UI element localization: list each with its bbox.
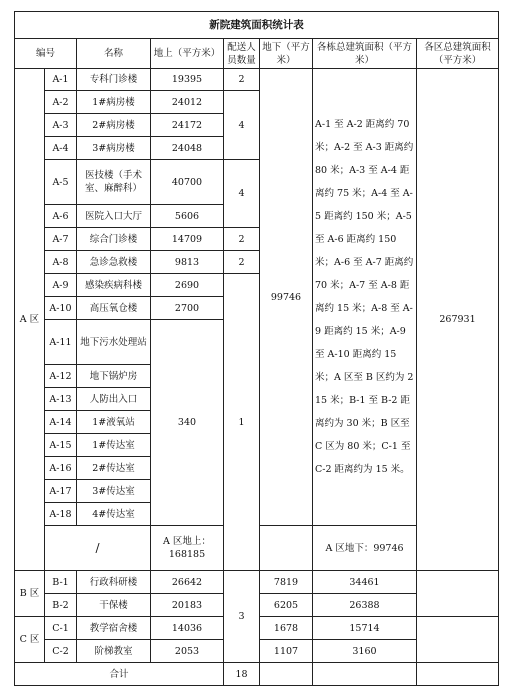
total-label: 合计 — [15, 663, 224, 686]
header-id: 编号 — [15, 39, 77, 69]
row-name: 2#病房楼 — [77, 114, 151, 137]
row-id: A-10 — [45, 297, 77, 320]
row-name: 3#传达室 — [77, 480, 151, 503]
b-zone-total — [417, 571, 499, 617]
row-name: 教学宿舍楼 — [77, 617, 151, 640]
row-building-total: 34461 — [313, 571, 417, 594]
row-name: 人防出入口 — [77, 388, 151, 411]
row-above: 2700 — [151, 297, 224, 320]
row-id: A-6 — [45, 205, 77, 228]
row-id: A-18 — [45, 503, 77, 526]
row-id: A-9 — [45, 274, 77, 297]
row-name: 地下锅炉房 — [77, 365, 151, 388]
row-id: A-1 — [45, 69, 77, 91]
row-above: 24048 — [151, 137, 224, 160]
row-staff: 4 — [224, 160, 260, 228]
header-above: 地上（平方米） — [151, 39, 224, 69]
total-row — [15, 663, 499, 686]
row-building-total: 15714 — [313, 617, 417, 640]
row-name: 2#传达室 — [77, 457, 151, 480]
row-above: 14709 — [151, 228, 224, 251]
header-name: 名称 — [77, 39, 151, 69]
row-name: 急诊急救楼 — [77, 251, 151, 274]
row-above: 9813 — [151, 251, 224, 274]
row-id: A-16 — [45, 457, 77, 480]
row-name: 医院入口大厅 — [77, 205, 151, 228]
building-area-table — [14, 11, 499, 686]
row-id: A-8 — [45, 251, 77, 274]
row-id: A-2 — [45, 91, 77, 114]
row-id: A-5 — [45, 160, 77, 205]
row-name: 3#病房楼 — [77, 137, 151, 160]
row-name: 1#病房楼 — [77, 91, 151, 114]
row-name: 专科门诊楼 — [77, 69, 151, 91]
a-distance-text: A-1 至 A-2 距离约 70 米；A-2 至 A-3 距离约 80 米；A-3 至 A-4 距离约 75 米；A-4 至 A-5 距离约 150 米；A-5 至 A-6 距离约 150 米；A-6 至 A-7 距离约 70 米；A-7 至 A-8 距离约 15 米；A-8 至 A-9 距离约 15 米；A-9 至 A-10 距离约 15 米；A 区至 B 区约为 215 米；B-1 至 B-2 距离约为 30 米；B 区至 C 区为 80 米；C-1 至 C-2 距离约为 15 米。 — [313, 69, 417, 526]
row-id: B-1 — [45, 571, 77, 594]
header-zone-total: 各区总建筑面积（平方米） — [417, 39, 499, 69]
a-zone-total: 267931 — [417, 69, 499, 571]
row-staff: 4 — [224, 91, 260, 160]
zone-label-c: C 区 — [15, 617, 45, 663]
row-below: 1678 — [260, 617, 313, 640]
a-below-value: 99746 — [260, 69, 313, 526]
total-staff: 18 — [224, 663, 260, 686]
row-above: 5606 — [151, 205, 224, 228]
row-below: 1107 — [260, 640, 313, 663]
row-name: 综合门诊楼 — [77, 228, 151, 251]
row-above: 24012 — [151, 91, 224, 114]
row-name: 地下污水处理站 — [77, 320, 151, 365]
row-name: 医技楼（手术室、麻醉科） — [77, 160, 151, 205]
zone-label-a: A 区 — [15, 69, 45, 571]
row-above: 20183 — [151, 594, 224, 617]
row-name: 行政科研楼 — [77, 571, 151, 594]
a-subtotal-above: A 区地上：168185 — [151, 526, 224, 571]
row-staff: 2 — [224, 251, 260, 274]
total-below — [260, 663, 313, 686]
row-name: 阶梯教室 — [77, 640, 151, 663]
row-above: 26642 — [151, 571, 224, 594]
header-row — [15, 39, 499, 69]
row-id: A-13 — [45, 388, 77, 411]
row-staff: 1 — [224, 274, 260, 571]
row-id: A-14 — [45, 411, 77, 434]
row-above: 14036 — [151, 617, 224, 640]
row-below: 7819 — [260, 571, 313, 594]
row-building-total: 3160 — [313, 640, 417, 663]
row-staff: 2 — [224, 228, 260, 251]
row-id: C-1 — [45, 617, 77, 640]
a-subtotal-staff — [260, 526, 313, 571]
row-name: 1#传达室 — [77, 434, 151, 457]
row-id: A-3 — [45, 114, 77, 137]
table-title: 新院建筑面积统计表 — [15, 12, 499, 39]
c-zone-total — [417, 617, 499, 663]
total-zone — [417, 663, 499, 686]
subtotal-slash: / — [45, 526, 151, 571]
row-id: A-4 — [45, 137, 77, 160]
row-id: A-12 — [45, 365, 77, 388]
row-above: 2690 — [151, 274, 224, 297]
row-staff: 2 — [224, 69, 260, 91]
table-row — [15, 69, 499, 91]
header-below: 地下（平方米） — [260, 39, 313, 69]
table-row — [15, 571, 499, 594]
row-above: 40700 — [151, 160, 224, 205]
row-above: 2053 — [151, 640, 224, 663]
title-row — [15, 12, 499, 39]
row-id: A-17 — [45, 480, 77, 503]
row-id: A-15 — [45, 434, 77, 457]
row-id: C-2 — [45, 640, 77, 663]
header-building-total: 各栋总建筑面积（平方米） — [313, 39, 417, 69]
bc-staff: 3 — [224, 571, 260, 663]
row-id: A-7 — [45, 228, 77, 251]
row-name: 感染疾病科楼 — [77, 274, 151, 297]
row-name: 高压氧仓楼 — [77, 297, 151, 320]
a-subtotal-below: A 区地下：99746 — [313, 526, 417, 571]
header-ambulances: 配送人员数量 — [224, 39, 260, 69]
row-id: A-11 — [45, 320, 77, 365]
row-id: B-2 — [45, 594, 77, 617]
row-name: 4#传达室 — [77, 503, 151, 526]
row-name: 干保楼 — [77, 594, 151, 617]
row-building-total: 26388 — [313, 594, 417, 617]
guard-group-above: 340 — [151, 320, 224, 526]
zone-label-b: B 区 — [15, 571, 45, 617]
row-name: 1#液氧站 — [77, 411, 151, 434]
row-below: 6205 — [260, 594, 313, 617]
row-above: 19395 — [151, 69, 224, 91]
row-above: 24172 — [151, 114, 224, 137]
total-building — [313, 663, 417, 686]
